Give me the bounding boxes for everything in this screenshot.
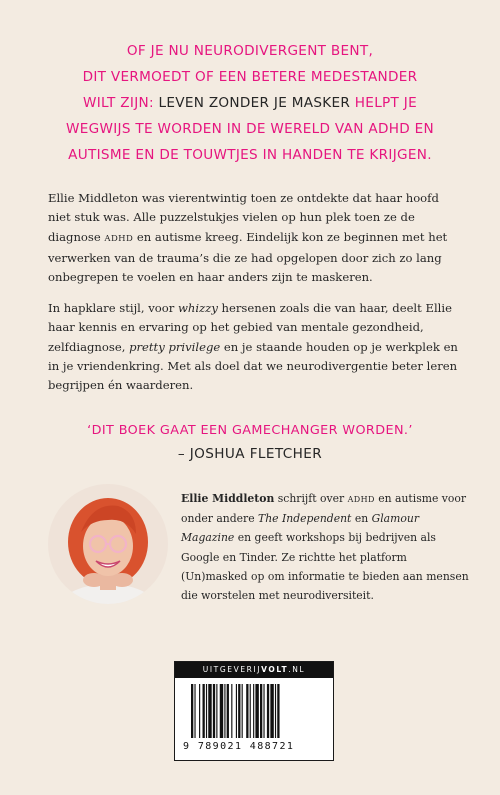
intro-line: AUTISME EN DE TOUWTJES IN HANDEN TE KRIJGEN. [68,147,432,163]
quote-attribution: – JOSHUA FLETCHER [177,446,323,462]
text-run: en je staande houden op je werkplek en in je vriendenkring. Met als doel dat we neurodivergentie beter leren begrijpen én waarderen. [48,339,458,393]
author-name: Ellie Middleton [181,492,275,505]
barcode-bars [189,684,317,740]
publisher-text: VOLT [261,665,289,674]
description-paragraph-1 [48,189,458,287]
text-run: en autisme voor onder andere [181,492,467,526]
text-run: The Independent [258,512,352,526]
isbn-number: 9 789021 488721 [183,741,295,752]
description-paragraph-2 [48,299,458,395]
text-run: schrijft over [274,492,348,505]
intro-line: WEGWIJS TE WORDEN IN DE WERELD VAN ADHD EN [66,121,434,137]
barcode-area [175,678,333,760]
intro-text: WILT ZIJN: [83,95,159,111]
book-title: LEVEN ZONDER JE MASKER [158,95,351,111]
publisher-url [175,662,333,678]
author-bio [181,489,471,605]
review-quote: ‘DIT BOEK GAAT EEN GAMECHANGER WORDEN.’ [87,423,413,438]
text-run: en geeft workshops bij bedrijven als Google en Tinder. Ze richtte het platform (Un)masked op om informatie te bieden aan mensen die worstelen met neurodiversiteit. [181,531,469,603]
author-photo [48,484,168,604]
text-run: pretty privilege [129,339,221,354]
publisher-text: UITGEVERIJ [202,665,262,674]
text-run: ADHD [347,495,375,504]
text-run: Ellie Middleton was vierentwintig toen ze ontdekte dat haar hoofd niet stuk was. Alle puzzelstukjes vielen op hun plek toen ze de diagnose [48,191,439,244]
intro-text: HELPT JE [350,95,417,111]
barcode-label [174,661,334,761]
intro-line: DIT VERMOEDT OF EEN BETERE MEDESTANDER [82,69,418,85]
text-run: ADHD [104,233,134,244]
text-run: en autisme kreeg. Eindelijk kon ze beginnen met het verwerken van de trauma’s die ze had opgelopen door zich zo lang onbegrepen te voelen en haar anders zijn te maskeren. [48,229,448,285]
text-run: In hapklare stijl, voor [48,301,178,315]
text-run: en [351,512,372,526]
intro-line: OF JE NU NEURODIVERGENT BENT, [126,43,374,59]
text-run: Glamour Magazine [181,512,419,545]
text-run: whizzy [178,301,218,315]
publisher-text: .NL [288,665,306,674]
text-run: hersenen zoals die van haar, deelt Ellie haar kennis en ervaring op het gebied van mentale gezondheid, zelfdiagnose, [48,301,452,354]
intro-line [40,90,460,116]
intro-blurb [40,38,460,168]
